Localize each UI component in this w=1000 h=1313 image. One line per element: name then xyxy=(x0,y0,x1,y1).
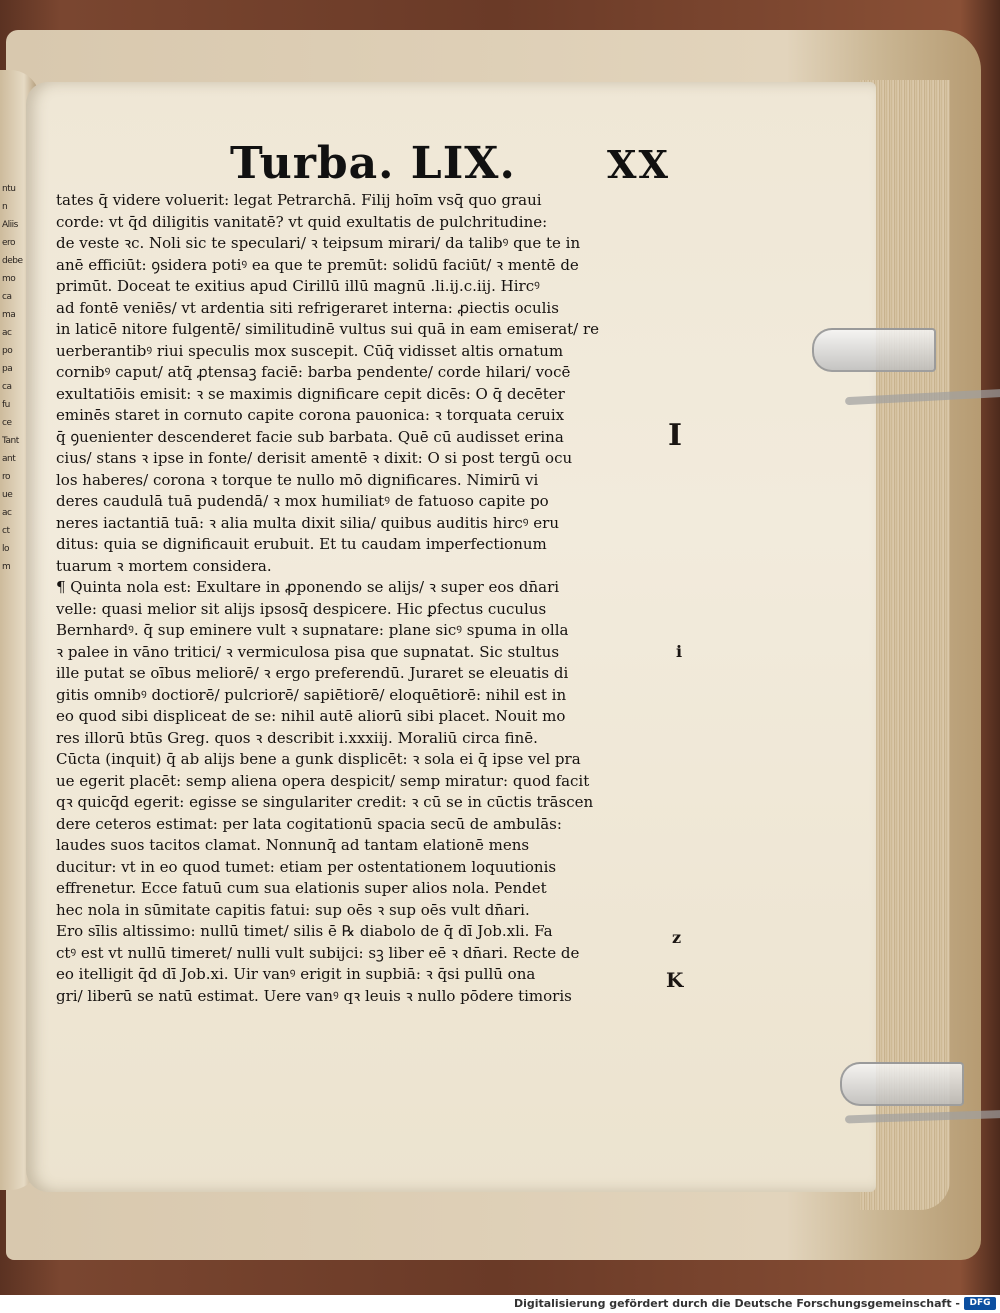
left-page-fragment: pa xyxy=(2,364,13,374)
text-line: gitis omnibꝰ doctiorē/ pulcriorē/ sapiētiorē/ eloquētiorē: nihil est in xyxy=(56,685,567,704)
text-line: exultatiōis emisit: ꝛ se maximis dignificare cepit dicēs: O q̄ decēter xyxy=(56,384,565,403)
text-line: ducitur: vt in eo quod tumet: etiam per ostentationem loquutionis xyxy=(56,857,557,876)
text-line: qꝛ quicq̄d egerit: egisse se singulariter credit: ꝛ cū se in cūctis trāscen xyxy=(56,793,594,811)
marginal-mark: I xyxy=(668,418,683,453)
text-line: velle: quasi melior sit alijs ipsosq̄ despicere. Hic ꝑfectus cuculus xyxy=(56,599,547,618)
page-clip-bottom xyxy=(840,1062,964,1106)
text-line: corde: vt q̄d diligitis vanitatē? vt quid exultatis de pulchritudine: xyxy=(56,212,548,231)
text-line: primūt. Doceat te exitius apud Cirillū illū magnū .li.ij.c.iij. Hircꝰ xyxy=(56,277,540,295)
left-page-fragment: ant xyxy=(2,454,16,464)
text-line: q̄ ꝯuenienter descenderet facie sub barbata. Quē cū audisset erina xyxy=(56,427,564,446)
text-line: ¶ Quinta nola est: Exultare in ꝓponendo se alijs/ ꝛ super eos dn̄ari xyxy=(56,578,560,596)
text-line: tuarum ꝛ mortem considera. xyxy=(56,556,272,575)
text-line: de veste ꝛc. Noli sic te speculari/ ꝛ teipsum mirari/ da talibꝰ que te in xyxy=(56,234,581,252)
text-line: ditus: quia se dignificauit erubuit. Et tu caudam imperfectionum xyxy=(56,535,547,553)
left-page-fragment: ma xyxy=(2,310,16,320)
text-line: cius/ stans ꝛ ipse in fonte/ derisit amentē ꝛ dixit: O si post tergū ocu xyxy=(56,449,573,467)
left-page-fragment: ero xyxy=(2,238,16,248)
text-line: eminēs staret in cornuto capite corona pauonica: ꝛ torquata ceruix xyxy=(56,406,565,424)
text-line: Cūcta (inquit) q̄ ab alijs bene a gunk displicēt: ꝛ sola ei q̄ ipse vel pra xyxy=(56,750,581,768)
left-page-fragment: ce xyxy=(2,418,12,428)
text-line: deres caudulā tuā pudendā/ ꝛ mox humiliatꝰ de fatuoso capite po xyxy=(56,492,549,510)
marginal-mark: i xyxy=(676,642,683,661)
text-line: gri/ liberū se natū estimat. Uere vanꝰ qꝛ leuis ꝛ nullo pōdere timoris xyxy=(56,986,572,1005)
text-line: res illorū btūs Greg. quos ꝛ describit i.xxxiij. Moraliū circa finē. xyxy=(56,728,538,747)
left-page-fragment: Aliis xyxy=(2,220,18,230)
left-page-fragment: po xyxy=(2,346,13,356)
text-line: ue egerit placēt: semp aliena opera despicit/ semp miratur: quod facit xyxy=(56,771,590,790)
left-page-fragment: ntu xyxy=(2,184,16,194)
text-line: ꝛ palee in vāno tritici/ ꝛ vermiculosa pisa que supnatat. Sic stultus xyxy=(56,642,560,661)
left-page-fragment: mo xyxy=(2,274,16,284)
left-page-fragment: debe xyxy=(2,256,23,266)
left-page-fragment: ca xyxy=(2,382,12,392)
left-page-fragment: n xyxy=(2,202,8,212)
text-line: eo quod sibi displiceat de se: nihil autē aliorū sibi placet. Nouit mo xyxy=(56,707,566,725)
page-clip-top xyxy=(812,328,936,372)
left-page-fragment: ro xyxy=(2,472,11,482)
text-line: tates q̄ videre voluerit: legat Petrarchā. Filij hoīm vsq̄ quo graui xyxy=(56,191,542,209)
text-line: effrenetur. Ecce fatuū cum sua elationis super alios nola. Pendet xyxy=(56,879,547,897)
text-line: anē efficiūt: ꝯsidera potiꝰ ea que te premūt: solidū faciūt/ ꝛ mentē de xyxy=(56,255,579,274)
left-page-fragment: ue xyxy=(2,490,13,500)
running-head-title: Turba. LIX. xyxy=(230,138,516,189)
folio-number: XX xyxy=(607,142,670,187)
text-line: neres iactantiā tuā: ꝛ alia multa dixit silia/ quibus auditis hircꝰ eru xyxy=(56,513,559,532)
text-line: dere ceteros estimat: per lata cogitationū spacia secū de ambulās: xyxy=(56,814,562,833)
text-line: ad fontē veniēs/ vt ardentia siti refrigeraret interna: ꝓiectis oculis xyxy=(56,298,559,317)
body-text xyxy=(56,190,656,1007)
left-page-fragment: lo xyxy=(2,544,10,554)
left-page-fragment: fu xyxy=(2,400,10,410)
left-page-fragment: m xyxy=(2,562,11,572)
text-line: los haberes/ corona ꝛ torque te nullo mō dignificares. Nimirū vi xyxy=(56,470,539,489)
left-page-fragment: ac xyxy=(2,328,12,338)
left-page-fragment: ca xyxy=(2,292,12,302)
text-line: cornibꝰ caput/ atq̄ ꝓtensaꝫ faciē: barba pendente/ corde hilari/ vocē xyxy=(56,363,571,381)
text-line: eo itelligit q̄d dī Job.xi. Uir vanꝰ erigit in supbiā: ꝛ q̄si pullū ona xyxy=(56,965,536,983)
footer-credit: Digitalisierung gefördert durch die Deutsche Forschungsgemeinschaft - xyxy=(513,1297,960,1310)
left-page-fragment: ct xyxy=(2,526,10,536)
text-line: in laticē nitore fulgentē/ similitudinē vultus sui quā in eam emiserat/ re xyxy=(56,320,600,338)
left-page-fragment: Tant xyxy=(2,436,19,446)
text-line: Ero sīlis altissimo: nullū timet/ silis ē ℞ diabolo de q̄ dī Job.xli. Fa xyxy=(56,922,553,940)
marginal-mark: z xyxy=(672,928,682,947)
dfg-logo: DFG xyxy=(964,1297,996,1310)
text-line: hec nola in sūmitate capitis fatui: sup oēs ꝛ sup oēs vult dn̄ari. xyxy=(56,900,530,919)
left-page-fragment: ac xyxy=(2,508,12,518)
marginal-mark: K xyxy=(666,968,684,992)
text-line: ille putat se oībus meliorē/ ꝛ ergo preferendū. Juraret se eleuatis di xyxy=(56,664,569,682)
text-line: uerberantibꝰ riui speculis mox suscepit. Cūq̄ vidisset altis ornatum xyxy=(56,341,564,360)
text-line: ctꝰ est vt nullū timeret/ nulli vult subijci: sꝫ liber eē ꝛ dn̄ari. Recte de xyxy=(56,943,580,962)
running-head xyxy=(230,138,670,188)
text-line: Bernhardꝰ. q̄ sup eminere vult ꝛ supnatare: plane sicꝰ spuma in olla xyxy=(56,621,569,639)
footer-credit-bar xyxy=(0,1295,1000,1313)
text-line: laudes suos tacitos clamat. Nonnunq̄ ad tantam elationē mens xyxy=(56,836,530,854)
